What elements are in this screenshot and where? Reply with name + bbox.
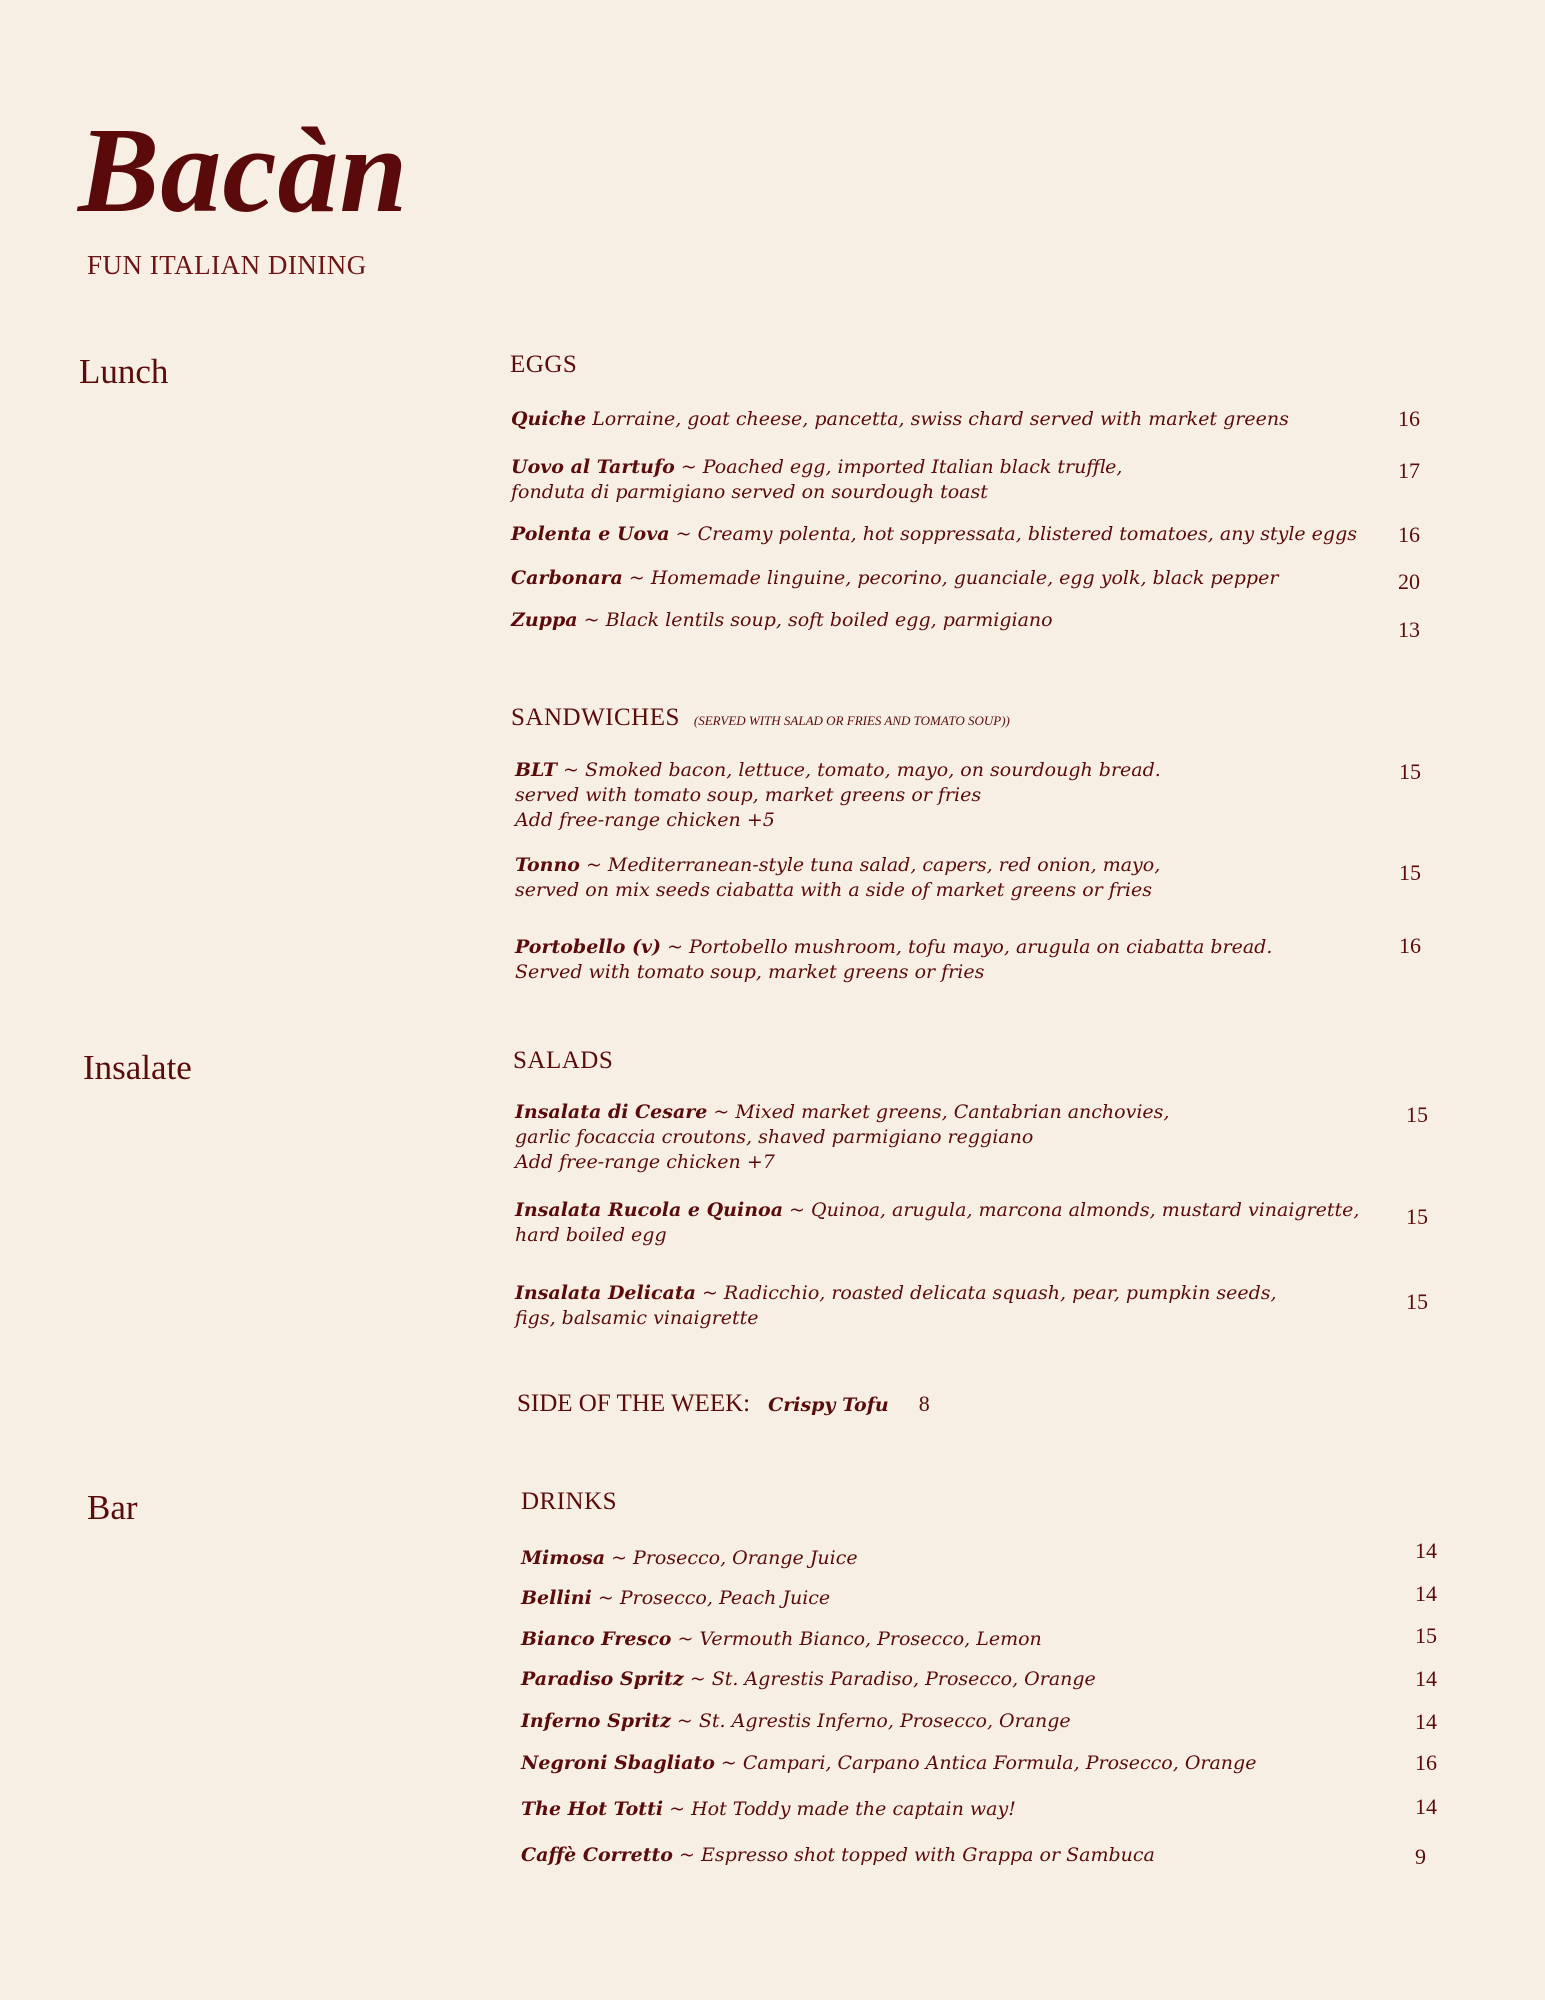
sandwiches-heading-text: SANDWICHES xyxy=(511,704,680,731)
menu-item-description: ~ Hot Toddy made the captain way! xyxy=(663,1798,1016,1820)
heading-salads: SALADS xyxy=(513,1047,614,1074)
menu-item-name: Bellini xyxy=(521,1587,592,1609)
menu-item xyxy=(511,407,1391,432)
menu-item-line xyxy=(521,1667,1401,1692)
menu-item-description: ~ Prosecco, Peach Juice xyxy=(591,1587,831,1609)
menu-item-line xyxy=(511,566,1391,591)
sandwiches-note: (SERVED WITH SALAD OR FRIES AND TOMATO SOUP)) xyxy=(693,713,1010,728)
menu-item-description: Add free-range chicken +5 xyxy=(515,809,775,831)
menu-item-description: ~ Prosecco, Orange Juice xyxy=(605,1547,858,1569)
menu-item-line xyxy=(511,407,1391,432)
menu-item-description: ~ Poached egg, imported Italian black truffle, xyxy=(674,456,1123,478)
heading-eggs: EGGS xyxy=(510,351,578,378)
menu-item-price: 15 xyxy=(1406,1102,1428,1127)
menu-item-line xyxy=(515,1281,1395,1306)
section-label-lunch: Lunch xyxy=(79,352,169,391)
menu-item xyxy=(511,455,1391,505)
menu-item-name: Insalata di Cesare xyxy=(515,1101,708,1123)
menu-item xyxy=(511,522,1391,547)
menu-item-description: served on mix seeds ciabatta with a side of market greens or fries xyxy=(515,879,1152,901)
menu-item-line xyxy=(521,1751,1401,1776)
menu-item xyxy=(521,1586,1401,1611)
menu-item-description: Add free-range chicken +7 xyxy=(515,1151,775,1173)
section-label-insalate: Insalate xyxy=(83,1048,192,1087)
menu-item xyxy=(521,1627,1401,1652)
menu-item-name: Paradiso Spritz xyxy=(521,1668,684,1690)
menu-item-line xyxy=(511,455,1391,480)
menu-item-line xyxy=(515,1125,1395,1150)
menu-item-price: 15 xyxy=(1406,1289,1428,1314)
menu-item-line xyxy=(515,878,1395,903)
menu-item xyxy=(521,1667,1401,1692)
menu-item-description: ~ Mediterranean-style tuna salad, capers, red onion, mayo, xyxy=(579,854,1161,876)
menu-item-name: Tonno xyxy=(515,854,580,876)
menu-item-name: Caffè Corretto xyxy=(521,1844,673,1866)
menu-item-price: 14 xyxy=(1415,1538,1437,1563)
menu-item xyxy=(515,1198,1395,1248)
menu-item-name: Inferno Spritz xyxy=(521,1710,671,1732)
menu-item-price: 16 xyxy=(1415,1750,1437,1775)
side-price: 8 xyxy=(918,1391,930,1416)
menu-item xyxy=(515,1281,1395,1331)
menu-item-name: Quiche xyxy=(511,408,587,430)
menu-item-line xyxy=(515,808,1395,833)
menu-item-line xyxy=(521,1546,1401,1571)
menu-item-description: ~ St. Agrestis Paradiso, Prosecco, Orange xyxy=(683,1668,1096,1690)
menu-item-line xyxy=(515,1306,1395,1331)
menu-item-name: The Hot Totti xyxy=(521,1798,664,1820)
menu-item-line xyxy=(515,1223,1395,1248)
menu-item-line xyxy=(521,1797,1401,1822)
menu-item xyxy=(515,935,1395,985)
menu-item-price: 15 xyxy=(1415,1623,1437,1648)
menu-item xyxy=(521,1546,1401,1571)
menu-item-name: Carbonara xyxy=(511,567,623,589)
menu-item-description: ~ Black lentils soup, soft boiled egg, parmigiano xyxy=(577,609,1053,631)
menu-item-name: Insalata Delicata xyxy=(515,1282,696,1304)
menu-item-price: 17 xyxy=(1398,458,1420,483)
menu-item-line xyxy=(521,1586,1401,1611)
menu-item xyxy=(521,1709,1401,1734)
menu-item-line xyxy=(521,1843,1401,1868)
menu-item-line xyxy=(515,758,1395,783)
restaurant-tagline: FUN ITALIAN DINING xyxy=(87,250,367,280)
side-of-the-week xyxy=(517,1390,930,1418)
menu-item xyxy=(511,608,1391,633)
menu-item-line xyxy=(515,783,1395,808)
menu-item-line xyxy=(515,935,1395,960)
menu-item-description: Served with tomato soup, market greens or fries xyxy=(515,961,985,983)
menu-item-price: 14 xyxy=(1415,1794,1437,1819)
menu-item-description: served with tomato soup, market greens or fries xyxy=(515,784,982,806)
menu-item xyxy=(515,1100,1395,1175)
menu-item-price: 14 xyxy=(1415,1709,1437,1734)
menu-item-price: 16 xyxy=(1398,522,1420,547)
menu-item xyxy=(511,566,1391,591)
menu-item-name: Mimosa xyxy=(521,1547,606,1569)
section-label-bar: Bar xyxy=(87,1488,138,1527)
menu-item-line xyxy=(521,1627,1401,1652)
menu-item-description: fonduta di parmigiano served on sourdough toast xyxy=(511,481,988,503)
menu-item-line xyxy=(515,1150,1395,1175)
heading-sandwiches xyxy=(511,704,1010,732)
menu-item-name: Insalata Rucola e Quinoa xyxy=(515,1199,784,1221)
menu-item-price: 15 xyxy=(1406,1204,1428,1229)
menu-item-price: 13 xyxy=(1398,617,1420,642)
menu-item-description: garlic focaccia croutons, shaved parmigiano reggiano xyxy=(515,1126,1034,1148)
menu-item-name: Bianco Fresco xyxy=(521,1628,672,1650)
menu-item-name: Zuppa xyxy=(511,609,578,631)
menu-item-description: ~ St. Agrestis Inferno, Prosecco, Orange xyxy=(670,1710,1071,1732)
menu-item-description: ~ Vermouth Bianco, Prosecco, Lemon xyxy=(671,1628,1042,1650)
menu-item-price: 15 xyxy=(1399,759,1421,784)
menu-item-price: 14 xyxy=(1415,1666,1437,1691)
menu-item-description: ~ Portobello mushroom, tofu mayo, arugula on ciabatta bread. xyxy=(661,936,1273,958)
menu-item xyxy=(521,1843,1401,1868)
menu-item xyxy=(515,758,1395,833)
menu-item-price: 20 xyxy=(1398,569,1420,594)
side-label: SIDE OF THE WEEK: xyxy=(517,1390,751,1417)
heading-drinks: DRINKS xyxy=(521,1488,618,1515)
menu-item-line xyxy=(511,522,1391,547)
menu-item-line xyxy=(515,960,1395,985)
menu-item-description: hard boiled egg xyxy=(515,1224,667,1246)
menu-item-line xyxy=(511,608,1391,633)
menu-item-description: ~ Campari, Carpano Antica Formula, Prosecco, Orange xyxy=(714,1752,1257,1774)
menu-item-description: ~ Radicchio, roasted delicata squash, pear, pumpkin seeds, xyxy=(695,1282,1277,1304)
menu-item-name: BLT xyxy=(515,759,558,781)
menu-item-description: figs, balsamic vinaigrette xyxy=(515,1307,759,1329)
menu-item-name: Uovo al Tartufo xyxy=(511,456,675,478)
menu-item-price: 9 xyxy=(1415,1844,1426,1869)
menu-item-description: ~ Creamy polenta, hot soppressata, blistered tomatoes, any style eggs xyxy=(669,523,1358,545)
menu-item-description: ~ Quinoa, arugula, marcona almonds, mustard vinaigrette, xyxy=(783,1199,1360,1221)
restaurant-logo: Bacàn xyxy=(78,103,409,238)
menu-item xyxy=(515,853,1395,903)
menu-item-line xyxy=(521,1709,1401,1734)
menu-item-name: Polenta e Uova xyxy=(511,523,670,545)
side-item: Crispy Tofu xyxy=(768,1394,889,1416)
menu-item-description: ~ Espresso shot topped with Grappa or Sambuca xyxy=(672,1844,1155,1866)
menu-item xyxy=(521,1797,1401,1822)
menu-item-line xyxy=(515,1100,1395,1125)
menu-item-line xyxy=(515,1198,1395,1223)
menu-item-name: Portobello (v) xyxy=(515,936,662,958)
menu-item-price: 14 xyxy=(1415,1581,1437,1606)
menu-item-line xyxy=(515,853,1395,878)
menu-item-line xyxy=(511,480,1391,505)
menu-item-description: ~ Homemade linguine, pecorino, guanciale, egg yolk, black pepper xyxy=(622,567,1279,589)
menu-item-price: 15 xyxy=(1399,860,1421,885)
menu-item-description: Lorraine, goat cheese, pancetta, swiss chard served with market greens xyxy=(586,408,1289,430)
menu-item-price: 16 xyxy=(1398,406,1420,431)
menu-item-price: 16 xyxy=(1399,933,1421,958)
menu-item xyxy=(521,1751,1401,1776)
menu-item-description: ~ Smoked bacon, lettuce, tomato, mayo, on sourdough bread. xyxy=(557,759,1161,781)
menu-item-description: ~ Mixed market greens, Cantabrian anchovies, xyxy=(707,1101,1170,1123)
menu-item-name: Negroni Sbagliato xyxy=(521,1752,715,1774)
